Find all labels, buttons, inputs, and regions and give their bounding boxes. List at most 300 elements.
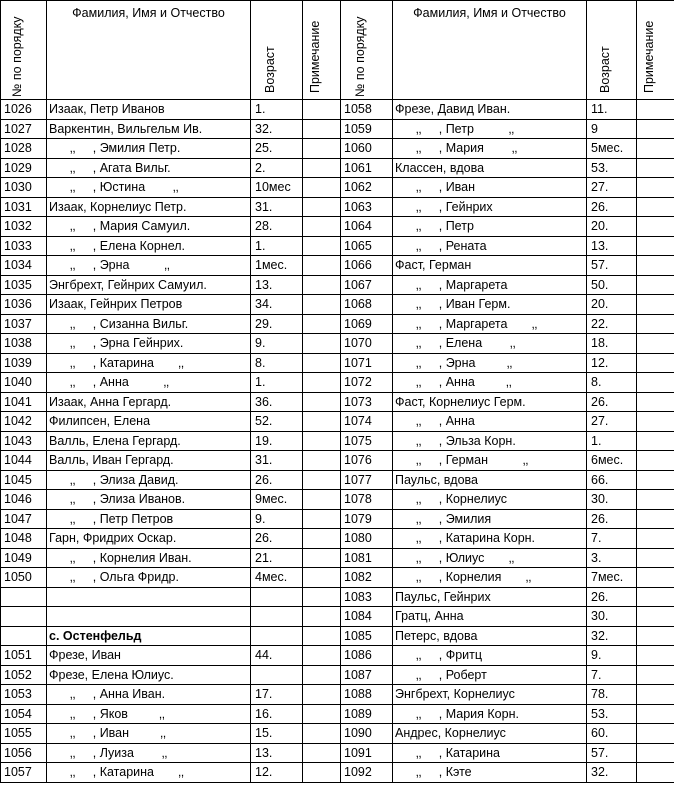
entry-note-left (303, 665, 341, 685)
table-row (1, 392, 674, 412)
entry-name-right: ‚‚ , Фритц (393, 646, 587, 666)
entry-name-left: ‚‚ , Анна ‚‚ (47, 373, 251, 393)
entry-note-left (303, 431, 341, 451)
entry-age-left: 13. (251, 275, 303, 295)
entry-age-right: 53. (587, 158, 637, 178)
table-row (1, 158, 674, 178)
entry-note-right (637, 587, 674, 607)
entry-age-right: 30. (587, 607, 637, 627)
entry-number-left: 1049 (1, 548, 47, 568)
entry-name-right: Фаст, Герман (393, 256, 587, 276)
table-row (1, 178, 674, 198)
entry-age-right: 6мес. (587, 451, 637, 471)
entry-note-left (303, 509, 341, 529)
entry-number-left: 1042 (1, 412, 47, 432)
entry-age-right: 26. (587, 587, 637, 607)
entry-number-left: 1038 (1, 334, 47, 354)
entry-name-right: ‚‚ , Катарина (393, 743, 587, 763)
entry-number-left: 1031 (1, 197, 47, 217)
entry-note-left (303, 743, 341, 763)
entry-note-left (303, 334, 341, 354)
entry-number-right: 1068 (341, 295, 393, 315)
entry-name-left: ‚‚ , Юстина ‚‚ (47, 178, 251, 198)
entry-name-right: Энгбрехт, Корнелиус (393, 685, 587, 705)
entry-note-left (303, 587, 341, 607)
entry-note-right (637, 646, 674, 666)
entry-name-left: с. Остенфельд (47, 626, 251, 646)
table-row (1, 353, 674, 373)
entry-number-left: 1051 (1, 646, 47, 666)
entry-number-right: 1058 (341, 100, 393, 120)
entry-age-right: 22. (587, 314, 637, 334)
entry-note-left (303, 607, 341, 627)
entry-age-left: 28. (251, 217, 303, 237)
entry-age-left: 34. (251, 295, 303, 315)
entry-age-left (251, 587, 303, 607)
entry-name-left: Изаак, Корнелиус Петр. (47, 197, 251, 217)
table-row (1, 236, 674, 256)
entry-age-left: 36. (251, 392, 303, 412)
entry-age-left: 17. (251, 685, 303, 705)
table-row (1, 334, 674, 354)
entry-note-right (637, 158, 674, 178)
entry-name-left: ‚‚ , Мария Самуил. (47, 217, 251, 237)
entry-number-right: 1067 (341, 275, 393, 295)
entry-number-right: 1080 (341, 529, 393, 549)
entry-name-right: ‚‚ , Иван (393, 178, 587, 198)
entry-number-right: 1087 (341, 665, 393, 685)
entry-note-right (637, 314, 674, 334)
header-name-right: Фамилия, Имя и Отчество (393, 1, 587, 100)
entry-age-right: 57. (587, 256, 637, 276)
header-age-right: Возраст (587, 1, 637, 100)
entry-name-right: ‚‚ , Анна ‚‚ (393, 373, 587, 393)
entry-name-left: ‚‚ , Агата Вильг. (47, 158, 251, 178)
entry-age-right: 13. (587, 236, 637, 256)
entry-note-right (637, 353, 674, 373)
entry-note-left (303, 704, 341, 724)
entry-name-left: Изаак, Анна Гергард. (47, 392, 251, 412)
entry-number-left: 1050 (1, 568, 47, 588)
entry-age-right: 7. (587, 529, 637, 549)
entry-name-right: ‚‚ , Эльза Корн. (393, 431, 587, 451)
entry-name-left: ‚‚ , Иван ‚‚ (47, 724, 251, 744)
table-row (1, 470, 674, 490)
table-row (1, 295, 674, 315)
entry-number-right: 1090 (341, 724, 393, 744)
table-row (1, 529, 674, 549)
entry-age-left: 13. (251, 743, 303, 763)
entry-number-left (1, 607, 47, 627)
table-row (1, 665, 674, 685)
entry-name-right: ‚‚ , Корнелия ‚‚ (393, 568, 587, 588)
entry-note-left (303, 139, 341, 159)
entry-age-right: 27. (587, 178, 637, 198)
header-num-left: № по порядку (1, 1, 47, 100)
entry-name-right: ‚‚ , Мария ‚‚ (393, 139, 587, 159)
entry-age-right: 57. (587, 743, 637, 763)
entry-number-left: 1036 (1, 295, 47, 315)
table-row (1, 587, 674, 607)
entry-name-right: ‚‚ , Петр ‚‚ (393, 119, 587, 139)
entry-note-left (303, 158, 341, 178)
table-row (1, 724, 674, 744)
entry-number-left: 1027 (1, 119, 47, 139)
entry-number-left: 1033 (1, 236, 47, 256)
table-row (1, 704, 674, 724)
entry-age-right: 9 (587, 119, 637, 139)
entry-number-left: 1039 (1, 353, 47, 373)
entry-age-left: 44. (251, 646, 303, 666)
entry-note-left (303, 626, 341, 646)
entry-name-right: ‚‚ , Елена ‚‚ (393, 334, 587, 354)
entry-note-left (303, 568, 341, 588)
entry-age-right: 50. (587, 275, 637, 295)
entry-number-right: 1070 (341, 334, 393, 354)
entry-note-left (303, 275, 341, 295)
entry-number-left: 1052 (1, 665, 47, 685)
entry-age-left: 26. (251, 470, 303, 490)
header-note-left: Примечание (303, 1, 341, 100)
entry-number-right: 1091 (341, 743, 393, 763)
entry-name-right: ‚‚ , Гейнрих (393, 197, 587, 217)
entry-note-left (303, 470, 341, 490)
entry-number-left: 1041 (1, 392, 47, 412)
entry-age-right: 78. (587, 685, 637, 705)
entry-number-left (1, 587, 47, 607)
entry-age-left: 52. (251, 412, 303, 432)
entry-age-left: 1. (251, 236, 303, 256)
entry-note-right (637, 217, 674, 237)
entry-name-right: Гратц, Анна (393, 607, 587, 627)
entry-note-right (637, 763, 674, 783)
entry-number-right: 1086 (341, 646, 393, 666)
entry-name-right: Фрезе, Давид Иван. (393, 100, 587, 120)
entry-note-left (303, 178, 341, 198)
entry-note-right (637, 392, 674, 412)
entry-note-right (637, 139, 674, 159)
entry-number-left: 1032 (1, 217, 47, 237)
entry-name-left: Изаак, Петр Иванов (47, 100, 251, 120)
entry-number-right: 1074 (341, 412, 393, 432)
entry-age-right: 26. (587, 197, 637, 217)
entry-age-right: 30. (587, 490, 637, 510)
entry-note-right (637, 685, 674, 705)
table-row (1, 275, 674, 295)
entry-note-left (303, 217, 341, 237)
entry-note-right (637, 100, 674, 120)
entry-age-right: 7мес. (587, 568, 637, 588)
entry-number-left (1, 626, 47, 646)
entry-age-right: 20. (587, 295, 637, 315)
entry-note-left (303, 353, 341, 373)
entry-number-right: 1061 (341, 158, 393, 178)
entry-number-left: 1046 (1, 490, 47, 510)
entry-name-right: ‚‚ , Герман ‚‚ (393, 451, 587, 471)
entry-age-left: 29. (251, 314, 303, 334)
entry-name-right: Фаст, Корнелиус Герм. (393, 392, 587, 412)
entry-name-left: Энгбрехт, Гейнрих Самуил. (47, 275, 251, 295)
entry-age-right: 9. (587, 646, 637, 666)
entry-name-left: Фрезе, Иван (47, 646, 251, 666)
entry-note-left (303, 685, 341, 705)
entry-note-right (637, 295, 674, 315)
entry-note-right (637, 704, 674, 724)
entry-age-right: 11. (587, 100, 637, 120)
entry-age-right: 1. (587, 431, 637, 451)
entry-age-left: 21. (251, 548, 303, 568)
entry-number-left: 1028 (1, 139, 47, 159)
table-row (1, 412, 674, 432)
entry-note-right (637, 412, 674, 432)
entry-name-left: Валль, Иван Гергард. (47, 451, 251, 471)
entry-number-right: 1072 (341, 373, 393, 393)
entry-name-left: ‚‚ , Катарина ‚‚ (47, 763, 251, 783)
entry-name-right: ‚‚ , Рената (393, 236, 587, 256)
entry-age-left (251, 607, 303, 627)
table-row (1, 314, 674, 334)
header-name-left: Фамилия, Имя и Отчество (47, 1, 251, 100)
entry-name-right: ‚‚ , Анна (393, 412, 587, 432)
entry-number-left: 1043 (1, 431, 47, 451)
entry-note-left (303, 412, 341, 432)
entry-number-right: 1092 (341, 763, 393, 783)
entry-note-right (637, 256, 674, 276)
entry-number-right: 1063 (341, 197, 393, 217)
entry-name-left: ‚‚ , Элиза Иванов. (47, 490, 251, 510)
entry-number-right: 1078 (341, 490, 393, 510)
table-row (1, 646, 674, 666)
entry-name-right: ‚‚ , Эмилия (393, 509, 587, 529)
entry-age-right: 53. (587, 704, 637, 724)
entry-number-right: 1073 (341, 392, 393, 412)
entry-name-right: Паульс, Гейнрих (393, 587, 587, 607)
entry-age-left: 4мес. (251, 568, 303, 588)
entry-number-right: 1062 (341, 178, 393, 198)
entry-age-left (251, 665, 303, 685)
entry-age-left: 10мес (251, 178, 303, 198)
entry-number-right: 1059 (341, 119, 393, 139)
entry-age-right: 27. (587, 412, 637, 432)
entry-name-left: ‚‚ , Яков ‚‚ (47, 704, 251, 724)
entry-number-right: 1079 (341, 509, 393, 529)
entry-number-left: 1037 (1, 314, 47, 334)
table-row (1, 431, 674, 451)
entry-number-right: 1065 (341, 236, 393, 256)
entry-note-right (637, 119, 674, 139)
entry-age-right: 26. (587, 392, 637, 412)
table-row (1, 100, 674, 120)
entry-number-right: 1089 (341, 704, 393, 724)
entry-note-left (303, 392, 341, 412)
entry-number-left: 1055 (1, 724, 47, 744)
entry-name-left: ‚‚ , Луиза ‚‚ (47, 743, 251, 763)
entry-age-right: 32. (587, 763, 637, 783)
entry-number-left: 1026 (1, 100, 47, 120)
entry-name-left: ‚‚ , Эрна ‚‚ (47, 256, 251, 276)
entry-name-right: ‚‚ , Корнелиус (393, 490, 587, 510)
entry-age-right: 20. (587, 217, 637, 237)
entry-note-right (637, 451, 674, 471)
table-row (1, 685, 674, 705)
entry-note-right (637, 548, 674, 568)
entry-age-right: 12. (587, 353, 637, 373)
entry-note-left (303, 236, 341, 256)
entry-note-left (303, 197, 341, 217)
header-note-right: Примечание (637, 1, 674, 100)
entry-number-left: 1034 (1, 256, 47, 276)
entry-name-right: ‚‚ , Петр (393, 217, 587, 237)
entry-age-left: 9. (251, 509, 303, 529)
entry-number-left: 1045 (1, 470, 47, 490)
table-row (1, 763, 674, 783)
entry-age-left: 9. (251, 334, 303, 354)
entry-name-left (47, 587, 251, 607)
table-row (1, 509, 674, 529)
entry-name-right: ‚‚ , Юлиус ‚‚ (393, 548, 587, 568)
entry-number-right: 1084 (341, 607, 393, 627)
entry-name-right: ‚‚ , Маргарета (393, 275, 587, 295)
entry-note-left (303, 490, 341, 510)
entry-age-right: 66. (587, 470, 637, 490)
entry-age-left: 8. (251, 353, 303, 373)
entry-name-left: Варкентин, Вильгельм Ив. (47, 119, 251, 139)
table-row (1, 217, 674, 237)
entry-number-right: 1088 (341, 685, 393, 705)
entry-note-right (637, 743, 674, 763)
entry-note-left (303, 314, 341, 334)
entry-note-right (637, 275, 674, 295)
entry-note-left (303, 763, 341, 783)
table-row (1, 373, 674, 393)
entry-age-left: 25. (251, 139, 303, 159)
entry-number-right: 1064 (341, 217, 393, 237)
entry-note-left (303, 548, 341, 568)
register-body (1, 100, 674, 783)
entry-age-right: 26. (587, 509, 637, 529)
entry-name-left: Гарн, Фридрих Оскар. (47, 529, 251, 549)
entry-name-left: ‚‚ , Элиза Давид. (47, 470, 251, 490)
entry-age-left: 26. (251, 529, 303, 549)
entry-note-right (637, 626, 674, 646)
table-row (1, 743, 674, 763)
entry-note-right (637, 334, 674, 354)
entry-note-right (637, 568, 674, 588)
entry-name-left: ‚‚ , Эмилия Петр. (47, 139, 251, 159)
entry-number-right: 1060 (341, 139, 393, 159)
entry-number-left: 1030 (1, 178, 47, 198)
entry-number-right: 1075 (341, 431, 393, 451)
entry-note-right (637, 178, 674, 198)
entry-note-right (637, 236, 674, 256)
entry-name-right: ‚‚ , Катарина Корн. (393, 529, 587, 549)
table-row (1, 548, 674, 568)
entry-name-right: ‚‚ , Иван Герм. (393, 295, 587, 315)
entry-number-right: 1069 (341, 314, 393, 334)
entry-name-right: ‚‚ , Эрна ‚‚ (393, 353, 587, 373)
entry-number-left: 1048 (1, 529, 47, 549)
entry-note-left (303, 529, 341, 549)
table-row (1, 256, 674, 276)
entry-note-right (637, 373, 674, 393)
entry-number-right: 1083 (341, 587, 393, 607)
entry-note-right (637, 490, 674, 510)
entry-name-right: ‚‚ , Роберт (393, 665, 587, 685)
entry-name-left: ‚‚ , Эрна Гейнрих. (47, 334, 251, 354)
entry-note-right (637, 509, 674, 529)
entry-note-left (303, 295, 341, 315)
entry-number-left: 1035 (1, 275, 47, 295)
entry-note-right (637, 607, 674, 627)
entry-number-right: 1076 (341, 451, 393, 471)
entry-number-right: 1077 (341, 470, 393, 490)
entry-note-left (303, 119, 341, 139)
entry-note-left (303, 100, 341, 120)
table-row (1, 626, 674, 646)
entry-note-left (303, 373, 341, 393)
entry-name-left: ‚‚ , Корнелия Иван. (47, 548, 251, 568)
entry-number-left: 1029 (1, 158, 47, 178)
entry-note-right (637, 197, 674, 217)
entry-number-right: 1081 (341, 548, 393, 568)
entry-note-left (303, 646, 341, 666)
entry-name-left: ‚‚ , Петр Петров (47, 509, 251, 529)
entry-name-right: ‚‚ , Кэте (393, 763, 587, 783)
entry-age-left: 16. (251, 704, 303, 724)
entry-name-right: Петерс, вдова (393, 626, 587, 646)
entry-age-right: 7. (587, 665, 637, 685)
table-row (1, 119, 674, 139)
entry-age-right: 60. (587, 724, 637, 744)
entry-age-left: 2. (251, 158, 303, 178)
entry-age-left: 9мес. (251, 490, 303, 510)
entry-name-left: Фрезе, Елена Юлиус. (47, 665, 251, 685)
table-row (1, 490, 674, 510)
entry-number-left: 1056 (1, 743, 47, 763)
entry-age-left: 31. (251, 197, 303, 217)
entry-note-right (637, 665, 674, 685)
entry-name-right: ‚‚ , Мария Корн. (393, 704, 587, 724)
entry-name-left: Филипсен, Елена (47, 412, 251, 432)
entry-number-right: 1082 (341, 568, 393, 588)
entry-name-right: ‚‚ , Маргарета ‚‚ (393, 314, 587, 334)
entry-age-right: 18. (587, 334, 637, 354)
entry-age-left: 32. (251, 119, 303, 139)
entry-name-right: Паульс, вдова (393, 470, 587, 490)
entry-age-left: 19. (251, 431, 303, 451)
entry-name-right: Андрес, Корнелиус (393, 724, 587, 744)
entry-note-right (637, 529, 674, 549)
table-row (1, 568, 674, 588)
entry-note-right (637, 724, 674, 744)
entry-note-left (303, 256, 341, 276)
entry-age-left: 12. (251, 763, 303, 783)
entry-name-left: ‚‚ , Анна Иван. (47, 685, 251, 705)
table-row (1, 139, 674, 159)
entry-number-left: 1047 (1, 509, 47, 529)
entry-name-left: Изаак, Гейнрих Петров (47, 295, 251, 315)
table-row (1, 451, 674, 471)
entry-number-left: 1044 (1, 451, 47, 471)
entry-number-right: 1085 (341, 626, 393, 646)
entry-note-right (637, 470, 674, 490)
entry-age-left (251, 626, 303, 646)
entry-number-left: 1057 (1, 763, 47, 783)
entry-note-left (303, 451, 341, 471)
entry-number-left: 1040 (1, 373, 47, 393)
entry-number-right: 1066 (341, 256, 393, 276)
table-row (1, 197, 674, 217)
